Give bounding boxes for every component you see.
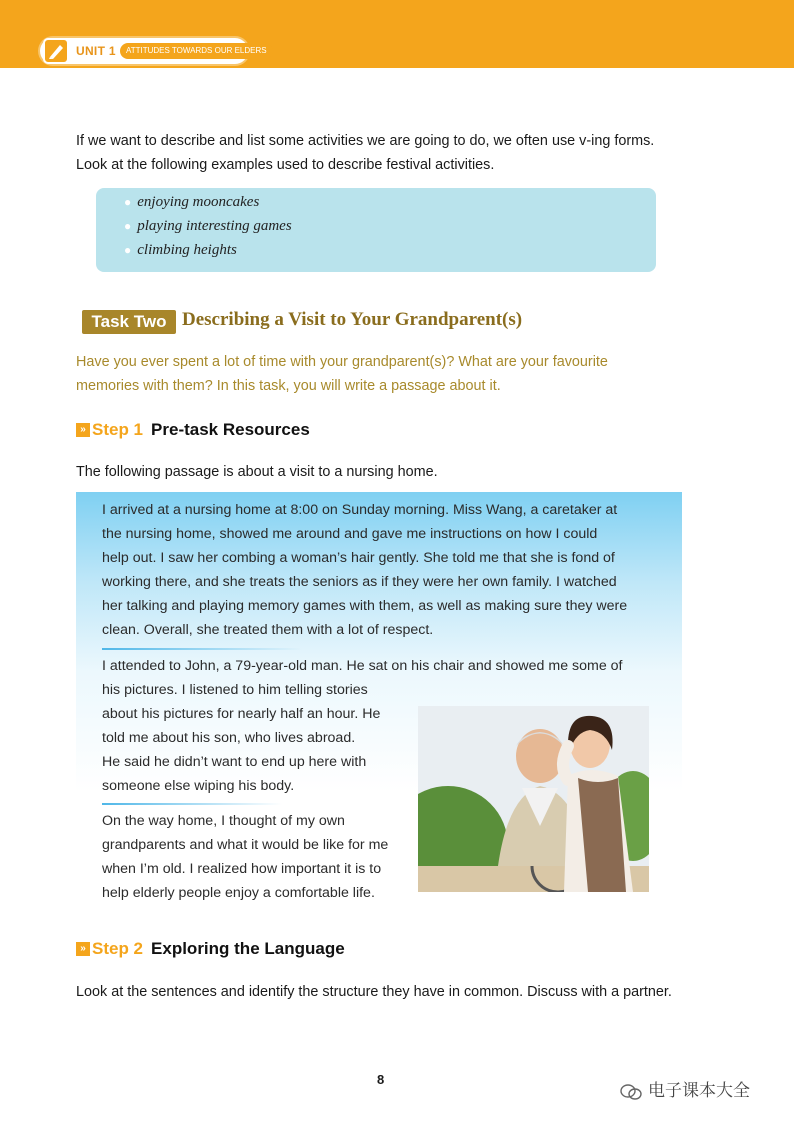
task-tag: Task Two [82, 310, 176, 334]
passage-paragraph-2: I attended to John, a 79-year-old man. He sat on his chair and showed me some of his pictures. I listened to him telling stories about his pictures for nearly half an hour. He told me about his son, who lives abroad. He said he didn’t want to end up here with someone else wiping his body. [102, 658, 623, 794]
intro-line: Look at the following examples used to describe festival activities. [76, 157, 495, 173]
bullet-icon: ● [124, 219, 132, 233]
step-number: Step 2 [92, 939, 144, 958]
passage-paragraph-1: I arrived at a nursing home at 8:00 on Sunday morning. Miss Wang, a caretaker at the nursing home, showed me around and gave me instructions on how I could help out. I saw her combing a woman’s hair gently. She told me that she is fond of working there, and she treats the seniors as if they were her own family. I watched her talking and playing memory games with them, as well as making sure they were clean. Overall, she treated them with a lot of respect. [102, 502, 628, 638]
step1-heading [76, 420, 310, 442]
step2-heading [76, 939, 345, 961]
step1-description: The following passage is about a visit to a nursing home. [76, 464, 438, 480]
wechat-icon [620, 1084, 642, 1100]
double-chevron-icon: » [76, 942, 90, 956]
examples-box [96, 188, 656, 272]
elderly-man-with-caretaker-photo [418, 706, 649, 892]
passage-paragraph-3: On the way home, I thought of my own grandparents and what it would be like for me when I’m old. I realized how important it is to help elderly people enjoy a comfortable life. [102, 813, 389, 901]
task-intro-line: Have you ever spent a lot of time with your grandparent(s)? What are your favourite [76, 354, 608, 370]
watermark [620, 1076, 750, 1101]
divider [102, 803, 282, 805]
unit-label: UNIT 1 [76, 44, 116, 58]
unit-badge [40, 38, 267, 64]
page-number: 8 [377, 1072, 385, 1087]
watermark-text: 电子课本大全 [648, 1081, 750, 1100]
task-title: Describing a Visit to Your Grandparent(s) [182, 309, 523, 330]
example-item: ● playing interesting games [124, 218, 292, 234]
bullet-icon: ● [124, 243, 132, 257]
step-number: Step 1 [92, 420, 144, 439]
step-name: Exploring the Language [151, 939, 345, 958]
divider [102, 648, 302, 650]
intro-line: If we want to describe and list some activities we are going to do, we often use v-ing forms. [76, 133, 655, 149]
page-header [0, 0, 794, 68]
pen-icon [43, 38, 69, 64]
example-item: ● climbing heights [124, 242, 237, 258]
example-item: ● enjoying mooncakes [124, 194, 260, 210]
step2-description: Look at the sentences and identify the structure they have in common. Discuss with a partner. [76, 984, 672, 1000]
task-intro [76, 350, 682, 398]
double-chevron-icon: » [76, 423, 90, 437]
unit-title: ATTITUDES TOWARDS OUR ELDERS [120, 43, 273, 59]
intro-paragraph [76, 129, 682, 177]
task-intro-line: memories with them? In this task, you will write a passage about it. [76, 378, 501, 394]
bullet-icon: ● [124, 195, 132, 209]
step-name: Pre-task Resources [151, 420, 310, 439]
